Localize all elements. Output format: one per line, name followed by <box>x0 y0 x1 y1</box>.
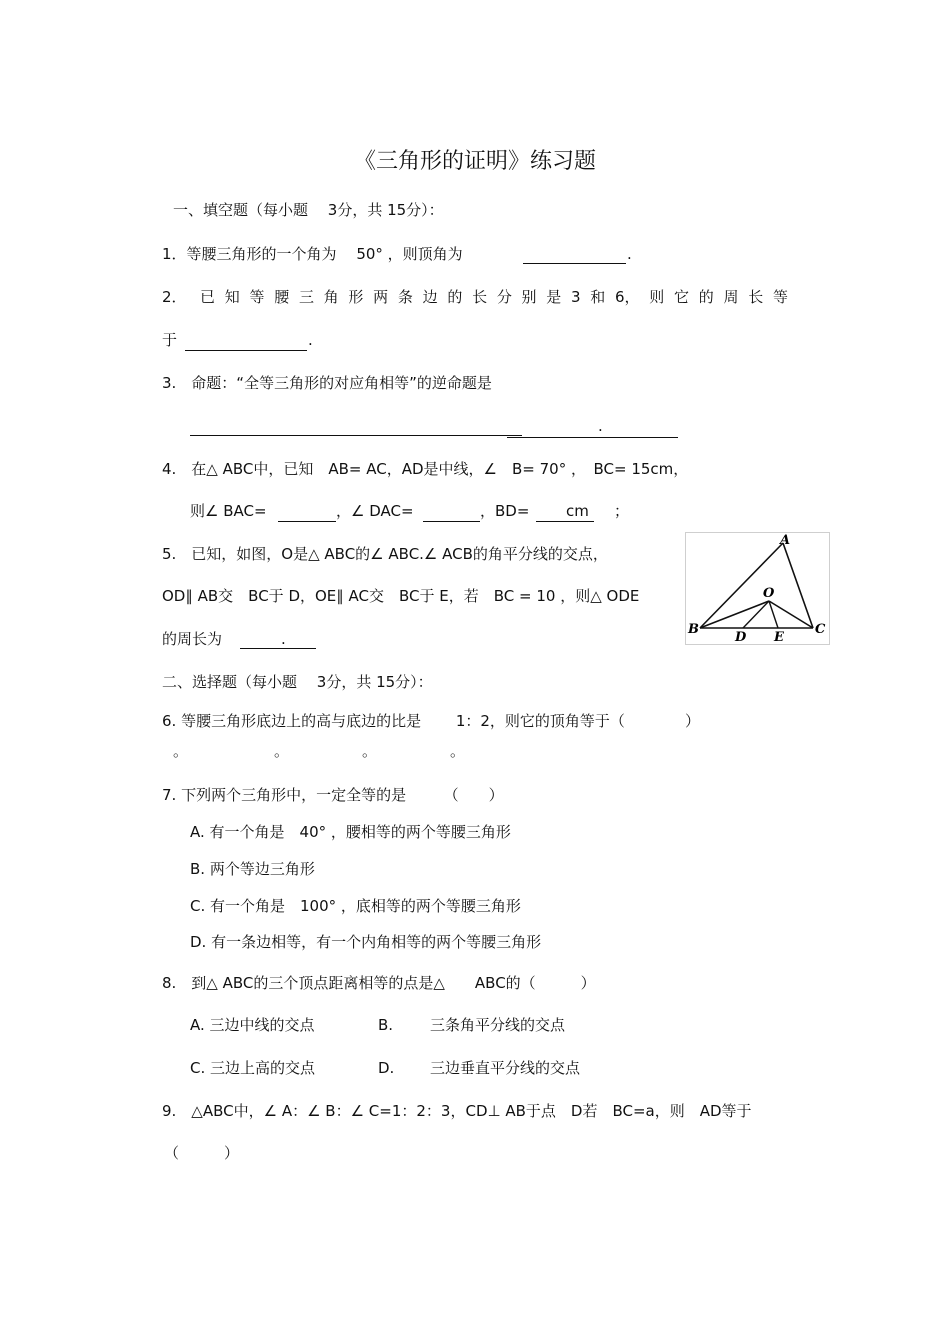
question-4-part-dac: ，∠ DAC= <box>336 502 414 520</box>
answer-blank-1[interactable] <box>523 262 626 264</box>
question-8: 8. 到△ ABC的三个顶点距离相等的点是△ ABC的（ ） <box>162 974 596 992</box>
question-5-line-2: OD∥ AB交 BC于 D，OE∥ AC交 BC于 E，若 BC = 10 ，则△ ODE <box>162 587 640 605</box>
question-4-end: ； <box>614 502 630 520</box>
label-o: O <box>763 586 775 601</box>
label-d: D <box>735 630 747 645</box>
question-4-part-bac: 则∠ BAC= <box>190 502 267 520</box>
question-8-option-d[interactable]: 三边垂直平分线的交点 <box>430 1059 581 1077</box>
answer-blank-3b[interactable] <box>507 436 678 438</box>
answer-blank-2[interactable] <box>185 349 307 351</box>
question-2-line-1: 已 知 等 腰 三 角 形 两 条 边 的 长 分 别 是 3 和 6， 则 它 的 周 长 等 <box>200 288 788 306</box>
question-7-option-b[interactable]: B. 两个等边三角形 <box>190 860 315 878</box>
question-5-line-3: 的周长为 <box>162 630 223 648</box>
question-7: 7. 下列两个三角形中，一定全等的是 （ ） <box>162 786 504 804</box>
question-5-line-1: 5. 已知，如图，O是△ ABC的∠ ABC.∠ ACB的角平分线的交点， <box>162 545 608 563</box>
question-9: 9. △ABC中，∠ A：∠ B：∠ C=1：2：3，CD⊥ AB于点 D若 BC=a，则 AD等于 <box>162 1102 752 1120</box>
bisector-co <box>769 601 813 628</box>
label-a: A <box>780 533 791 548</box>
section-fill-heading: 一、填空题（每小题 3分，共 15分）： <box>173 201 444 219</box>
segment-od <box>743 601 769 628</box>
question-2-end: . <box>308 331 313 349</box>
bisector-bo <box>700 601 769 628</box>
page-title: 《三角形的证明》练习题 <box>353 149 596 174</box>
question-3: 3. 命题：“全等三角形的对应角相等”的逆命题是 <box>162 374 492 392</box>
question-6-option[interactable]: 。 <box>274 742 290 760</box>
question-8-option-d-key: D. <box>378 1059 395 1077</box>
triangle-figure <box>685 532 831 646</box>
question-7-option-d[interactable]: D. 有一条边相等，有一个内角相等的两个等腰三角形 <box>190 933 542 951</box>
answer-blank-5[interactable] <box>240 647 316 649</box>
question-3-dot: . <box>598 417 603 435</box>
question-7-option-a[interactable]: A. 有一个角是 40° ，腰相等的两个等腰三角形 <box>190 823 511 841</box>
question-6-option[interactable]: 。 <box>362 742 378 760</box>
label-e: E <box>774 630 784 645</box>
question-6: 6. 等腰三角形底边上的高与底边的比是 1：2，则它的顶角等于（ ） <box>162 712 700 730</box>
section-choice-heading: 二、选择题（每小题 3分，共 15分）： <box>162 673 433 691</box>
question-8-option-c[interactable]: C. 三边上高的交点 <box>190 1059 316 1077</box>
label-c: C <box>815 622 826 637</box>
question-4-part-bd: ，BD= <box>480 502 530 520</box>
question-1: 1．等腰三角形的一个角为 50° ，则顶角为 <box>162 245 463 263</box>
label-b: B <box>688 622 699 637</box>
question-8-option-b-key: B. <box>378 1016 394 1034</box>
question-6-option[interactable]: 。 <box>450 742 466 760</box>
question-8-option-a[interactable]: A. 三边中线的交点 <box>190 1016 315 1034</box>
side-ac <box>783 543 813 628</box>
question-2-line-2: 于 <box>162 331 178 349</box>
question-4-unit: cm <box>566 502 589 520</box>
answer-blank-3a[interactable] <box>190 434 522 436</box>
answer-blank-4a[interactable] <box>278 520 336 522</box>
question-7-option-c[interactable]: C. 有一个角是 100° ，底相等的两个等腰三角形 <box>190 897 521 915</box>
question-4-line-1: 4. 在△ ABC中，已知 AB= AC，AD是中线，∠ B= 70° ， BC= 15cm， <box>162 460 689 478</box>
question-5-dot: . <box>281 630 286 648</box>
question-1-end: . <box>627 245 632 263</box>
question-6-option[interactable]: 。 <box>173 742 189 760</box>
question-8-option-b[interactable]: 三条角平分线的交点 <box>430 1016 566 1034</box>
question-9-answer-paren[interactable]: （ ） <box>164 1144 240 1162</box>
answer-blank-4b[interactable] <box>423 520 480 522</box>
question-2-number: 2． <box>162 288 187 306</box>
